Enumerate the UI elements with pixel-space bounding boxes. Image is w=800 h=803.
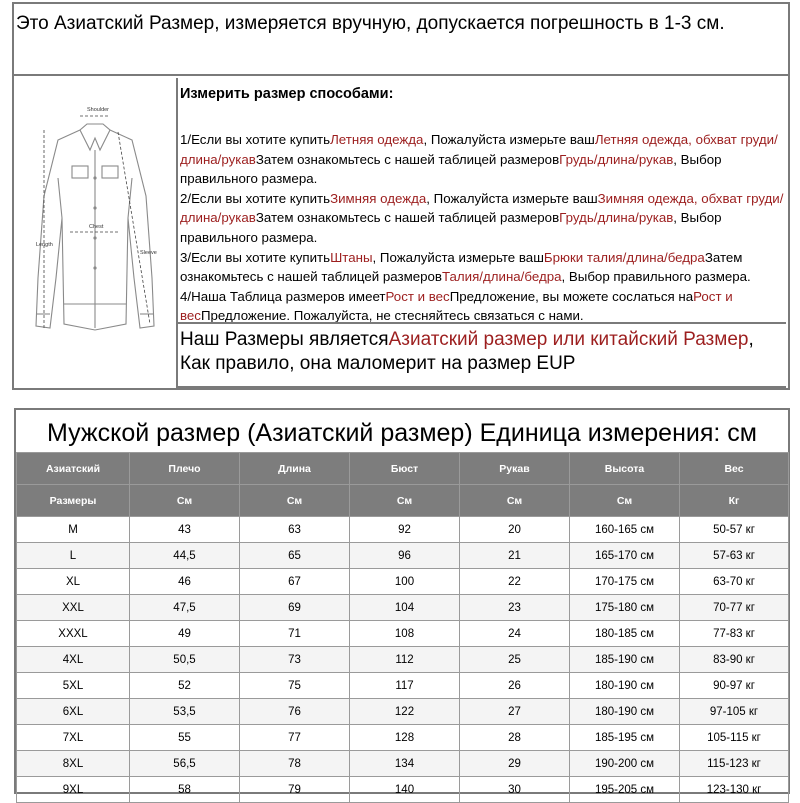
header-length: Длина — [240, 453, 350, 485]
cell-size: XL — [17, 569, 130, 595]
cell-bust: 108 — [350, 621, 460, 647]
table-row — [17, 595, 789, 621]
cell-length: 76 — [240, 699, 350, 725]
cell-size: XXXL — [17, 621, 130, 647]
size-chart — [14, 408, 790, 794]
table-row — [17, 699, 789, 725]
unit-shoulder: См — [130, 485, 240, 517]
cell-bust: 104 — [350, 595, 460, 621]
size-chart-title: Мужской размер (Азиатский размер) Единица измерения: см — [47, 419, 757, 447]
cell-sleeve: 24 — [460, 621, 570, 647]
cell-weight: 63-70 кг — [680, 569, 789, 595]
table-row — [17, 543, 789, 569]
cell-shoulder: 44,5 — [130, 543, 240, 569]
table-row — [17, 517, 789, 543]
table-header-row — [17, 453, 789, 485]
cell-weight: 77-83 кг — [680, 621, 789, 647]
cell-length: 65 — [240, 543, 350, 569]
methods-title: Измерить размер способами: — [180, 86, 394, 102]
cell-shoulder: 43 — [130, 517, 240, 543]
cell-sleeve: 27 — [460, 699, 570, 725]
methods-list — [180, 130, 784, 326]
cell-sleeve: 23 — [460, 595, 570, 621]
size-table — [16, 452, 789, 803]
cell-height: 190-200 см — [570, 751, 680, 777]
unit-sleeve: См — [460, 485, 570, 517]
method-summer-clothes: 1/Если вы хотите купитьЛетняя одежда, Пожалуйста измерьте вашЛетняя одежда, обхват груди/длина/рукавЗатем ознакомьтесь с нашей таблицей размеровГрудь/длина/рукав, Выбор правильного размера. — [180, 132, 778, 187]
cell-weight: 70-77 кг — [680, 595, 789, 621]
measure-methods-section — [180, 78, 788, 388]
header-sleeve: Рукав — [460, 453, 570, 485]
cell-length: 71 — [240, 621, 350, 647]
cell-bust: 96 — [350, 543, 460, 569]
header-bust: Бюст — [350, 453, 460, 485]
table-row — [17, 725, 789, 751]
cell-length: 79 — [240, 777, 350, 803]
cell-height: 185-190 см — [570, 647, 680, 673]
cell-weight: 97-105 кг — [680, 699, 789, 725]
cell-height: 170-175 см — [570, 569, 680, 595]
header-asian: Азиатский — [17, 453, 130, 485]
cell-bust: 122 — [350, 699, 460, 725]
table-row — [17, 751, 789, 777]
diagram-chest-label: Chest — [89, 224, 104, 230]
diagram-length-label: Length — [36, 242, 53, 248]
cell-weight: 83-90 кг — [680, 647, 789, 673]
jacket-diagram-icon — [14, 78, 176, 386]
cell-size: 9XL — [17, 777, 130, 803]
table-unit-row — [17, 485, 789, 517]
cell-weight: 123-130 кг — [680, 777, 789, 803]
unit-weight: Кг — [680, 485, 789, 517]
cell-height: 180-190 см — [570, 673, 680, 699]
cell-sleeve: 21 — [460, 543, 570, 569]
method-winter-clothes: 2/Если вы хотите купитьЗимняя одежда, Пожалуйста измерьте вашЗимняя одежда, обхват груди/длина/рукавЗатем ознакомьтесь с нашей таблицей размеровГрудь/длина/рукав, Выбор правильного размера. — [180, 190, 784, 245]
cell-weight: 105-115 кг — [680, 725, 789, 751]
unit-length: См — [240, 485, 350, 517]
cell-weight: 50-57 кг — [680, 517, 789, 543]
cell-size: M — [17, 517, 130, 543]
cell-size: L — [17, 543, 130, 569]
cell-length: 77 — [240, 725, 350, 751]
cell-height: 165-170 см — [570, 543, 680, 569]
cell-bust: 128 — [350, 725, 460, 751]
table-row — [17, 647, 789, 673]
cell-bust: 100 — [350, 569, 460, 595]
cell-weight: 57-63 кг — [680, 543, 789, 569]
jacket-measurement-diagram — [14, 78, 178, 388]
cell-length: 78 — [240, 751, 350, 777]
method-pants: 3/Если вы хотите купитьШтаны, Пожалуйста измерьте вашБрюки талия/длина/бедраЗатем ознакомьтесь с нашей таблицей размеровТалия/длина/бедра, Выбор правильного размера. — [180, 249, 751, 285]
cell-shoulder: 47,5 — [130, 595, 240, 621]
cell-size: 6XL — [17, 699, 130, 725]
header-weight: Вес — [680, 453, 789, 485]
table-row — [17, 777, 789, 803]
cell-weight: 90-97 кг — [680, 673, 789, 699]
cell-shoulder: 52 — [130, 673, 240, 699]
cell-shoulder: 56,5 — [130, 751, 240, 777]
cell-sleeve: 30 — [460, 777, 570, 803]
cell-size: 7XL — [17, 725, 130, 751]
cell-height: 195-205 см — [570, 777, 680, 803]
diagram-shoulder-label: Shoulder — [87, 107, 110, 113]
table-row — [17, 621, 789, 647]
header-shoulder: Плечо — [130, 453, 240, 485]
header-height: Высота — [570, 453, 680, 485]
intro-text: Это Азиатский Размер, измеряется вручную, допускается погрешность в 1-3 см. — [14, 4, 788, 76]
unit-sizes: Размеры — [17, 485, 130, 517]
unit-height: См — [570, 485, 680, 517]
cell-length: 63 — [240, 517, 350, 543]
cell-shoulder: 58 — [130, 777, 240, 803]
asian-size-note: Наш Размеры являетсяАзиатский размер или китайский Размер, Как правило, она маломерит на размер EUP — [178, 322, 786, 388]
cell-shoulder: 46 — [130, 569, 240, 595]
cell-bust: 140 — [350, 777, 460, 803]
diagram-sleeve-label: Sleeve — [140, 250, 157, 256]
cell-sleeve: 22 — [460, 569, 570, 595]
cell-height: 180-185 см — [570, 621, 680, 647]
cell-shoulder: 50,5 — [130, 647, 240, 673]
cell-height: 180-190 см — [570, 699, 680, 725]
cell-height: 175-180 см — [570, 595, 680, 621]
cell-sleeve: 28 — [460, 725, 570, 751]
cell-size: 8XL — [17, 751, 130, 777]
unit-bust: См — [350, 485, 460, 517]
cell-weight: 115-123 кг — [680, 751, 789, 777]
size-info-box — [12, 2, 790, 390]
method-height-weight: 4/Наша Таблица размеров имеетРост и весПредложение, вы можете сослаться наРост и весПредложение. Пожалуйста, не стесняйтесь связаться с нами. — [180, 288, 733, 324]
cell-height: 185-195 см — [570, 725, 680, 751]
cell-size: 5XL — [17, 673, 130, 699]
cell-sleeve: 25 — [460, 647, 570, 673]
cell-length: 73 — [240, 647, 350, 673]
cell-size: 4XL — [17, 647, 130, 673]
cell-bust: 112 — [350, 647, 460, 673]
cell-bust: 92 — [350, 517, 460, 543]
table-row — [17, 673, 789, 699]
table-row — [17, 569, 789, 595]
cell-length: 67 — [240, 569, 350, 595]
cell-height: 160-165 см — [570, 517, 680, 543]
cell-bust: 134 — [350, 751, 460, 777]
cell-shoulder: 55 — [130, 725, 240, 751]
cell-sleeve: 26 — [460, 673, 570, 699]
cell-bust: 117 — [350, 673, 460, 699]
cell-sleeve: 20 — [460, 517, 570, 543]
size-rows — [17, 517, 789, 803]
cell-size: XXL — [17, 595, 130, 621]
cell-sleeve: 29 — [460, 751, 570, 777]
cell-length: 69 — [240, 595, 350, 621]
cell-length: 75 — [240, 673, 350, 699]
cell-shoulder: 49 — [130, 621, 240, 647]
cell-shoulder: 53,5 — [130, 699, 240, 725]
